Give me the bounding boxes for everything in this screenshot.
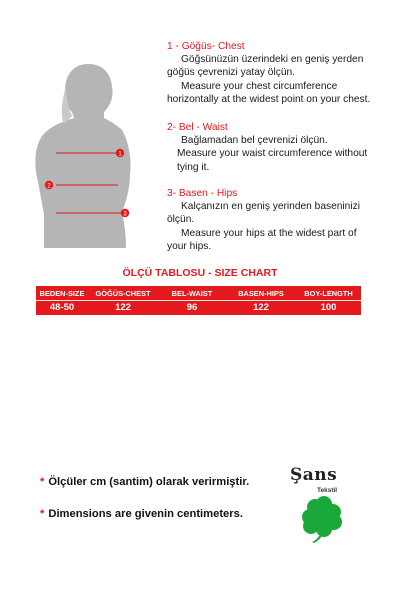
instruction-waist-line: Bağlamadan bel çevrenizi ölçün. [181, 135, 328, 147]
silhouette-shape [35, 64, 130, 248]
instruction-chest-line: Measure your chest circumference [181, 80, 338, 92]
instruction-hips-line: ölçün. [167, 214, 195, 226]
note-turkish [40, 476, 249, 488]
header-chest: GÖĞÜS-CHEST [95, 289, 151, 298]
size-chart-title: ÖLÇÜ TABLOSU - SIZE CHART [122, 267, 278, 279]
instruction-chest-heading: 1 - Göğüs- Chest [167, 41, 245, 52]
marker-chest-label: 1 [118, 151, 122, 158]
note-asterisk: * [40, 476, 45, 488]
instruction-waist [167, 121, 397, 174]
cell-chest: 122 [115, 302, 131, 313]
header-waist: BEL-WAIST [171, 289, 213, 298]
instruction-waist-heading: 2- Bel - Waist [167, 122, 228, 133]
instruction-chest [167, 40, 397, 106]
instruction-hips [167, 187, 397, 253]
body-silhouette-diagram [22, 58, 150, 248]
instruction-chest-line: horizontally at the widest point on your chest. [167, 93, 371, 105]
instruction-hips-heading: 3- Basen - Hips [167, 188, 238, 199]
size-chart-header-row [36, 288, 361, 300]
instruction-hips-line: your hips. [167, 240, 212, 252]
note-turkish-text: Ölçüler cm (santim) olarak verirmiştir. [48, 476, 250, 488]
note-english [40, 508, 243, 520]
marker-hips-label: 3 [123, 211, 127, 218]
instruction-hips-line: Measure your hips at the widest part of [181, 227, 357, 239]
cell-length: 100 [320, 302, 337, 313]
instruction-waist-line: tying it. [177, 161, 210, 173]
instruction-waist-line: Measure your waist circumference without [177, 148, 368, 160]
four-leaf-clover-icon [300, 495, 344, 543]
instruction-chest-line: Göğsünüzün üzerindeki en geniş yerden [181, 54, 364, 66]
size-chart-row [36, 301, 361, 314]
header-size: BEDEN-SIZE [39, 289, 85, 298]
header-hips: BASEN-HIPS [238, 289, 284, 298]
brand-logo [290, 465, 350, 545]
note-asterisk: * [40, 508, 45, 520]
brand-name: Şans [290, 465, 338, 485]
instruction-hips-line: Kalçanızın en geniş yerinden baseninizi [181, 201, 360, 213]
instruction-chest-line: göğüs çevrenizi yatay ölçün. [167, 67, 295, 79]
brand-subtitle: Tekstil [317, 487, 338, 494]
cell-hips: 122 [253, 302, 269, 313]
header-length: BOY-LENGTH [304, 289, 353, 298]
cell-waist: 96 [186, 302, 198, 313]
cell-size: 48-50 [49, 302, 75, 313]
marker-waist-label: 2 [47, 183, 51, 190]
note-english-text: Dimensions are givenin centimeters. [48, 508, 243, 520]
size-chart-table [36, 286, 361, 315]
